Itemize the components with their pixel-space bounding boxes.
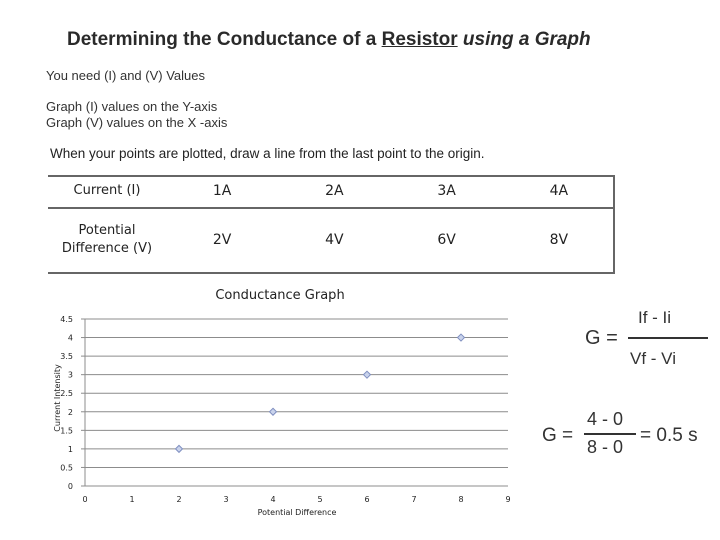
formula-computed-numerator: 4 - 0 [587,409,624,429]
instruction-line-4: When your points are plotted, draw a line from the last point to the origin. [50,146,485,161]
chart-y-tick-labels [60,315,73,491]
x-tick-label: 6 [364,495,370,504]
y-tick-label: 2.5 [60,389,73,399]
page-title [67,29,591,51]
chart-grid [85,319,508,467]
row-header-line-1: Potential [78,223,136,239]
formula-computed-denominator: 8 - 0 [587,437,624,457]
row-header-current: Current (I) [48,175,166,208]
formula-computed [542,407,712,467]
data-point [270,408,277,415]
formula-computed-result: = 0.5 s [640,425,698,446]
values-table [48,175,615,272]
table-row [48,208,615,272]
formula-general-lhs: G = [585,327,618,349]
x-tick-label: 3 [223,495,229,504]
y-tick-label: 3.5 [60,352,73,362]
title-text-1: Determining the Conductance of a [67,29,382,50]
x-tick-label: 8 [458,495,464,504]
table-cell: 8V [549,232,569,249]
data-point [364,371,371,378]
x-tick-label: 5 [317,495,323,504]
chart-title: Conductance Graph [215,288,345,303]
y-tick-label: 1.5 [60,426,73,436]
row-header-line-2: Difference (V) [61,241,153,257]
x-tick-label: 4 [270,495,276,504]
table-row [48,175,615,208]
formula-computed-lhs: G = [542,425,574,446]
instruction-line-3: Graph (V) values on the X -axis [46,115,228,130]
data-point [458,334,465,341]
x-tick-label: 0 [82,495,88,504]
formula-fraction-bar [628,337,708,339]
x-tick-label: 9 [505,495,511,504]
chart-axes [81,319,508,486]
x-tick-label: 7 [411,495,417,504]
title-text-2: Resistor [381,29,458,50]
table-cell: 6V [437,232,456,249]
y-axis-label: Current Intensity [53,364,62,432]
formula-general-denominator: Vf - Vi [630,349,676,368]
table-cell: 2A [278,175,390,208]
table-cell: 3A [391,175,503,208]
y-tick-label: 1 [67,444,73,454]
y-tick-label: 4.5 [60,315,73,324]
y-tick-label: 4 [67,333,73,343]
y-tick-label: 2 [67,407,73,417]
instruction-line-1: You need (I) and (V) Values [46,68,205,83]
table-cell: 1A [166,175,278,208]
y-tick-label: 3 [67,370,73,380]
table-cell: 2V [212,232,232,249]
instruction-line-2: Graph (I) values on the Y-axis [46,99,218,114]
formula-fraction-bar [584,433,636,435]
table-cell: 4V [325,232,344,249]
table-cell: 4A [503,175,615,208]
y-tick-label: 0.5 [60,463,73,473]
title-text-3: using a Graph [457,29,591,50]
formula-general-numerator: If - Ii [638,308,672,327]
chart-x-tick-labels [82,495,510,504]
x-tick-label: 1 [129,495,135,504]
x-tick-label: 2 [176,495,182,504]
row-header-potential [48,208,166,272]
y-tick-label: 0 [67,482,73,491]
formula-general [585,305,715,375]
data-point [176,445,183,452]
x-axis-label: Potential Difference [257,508,337,517]
